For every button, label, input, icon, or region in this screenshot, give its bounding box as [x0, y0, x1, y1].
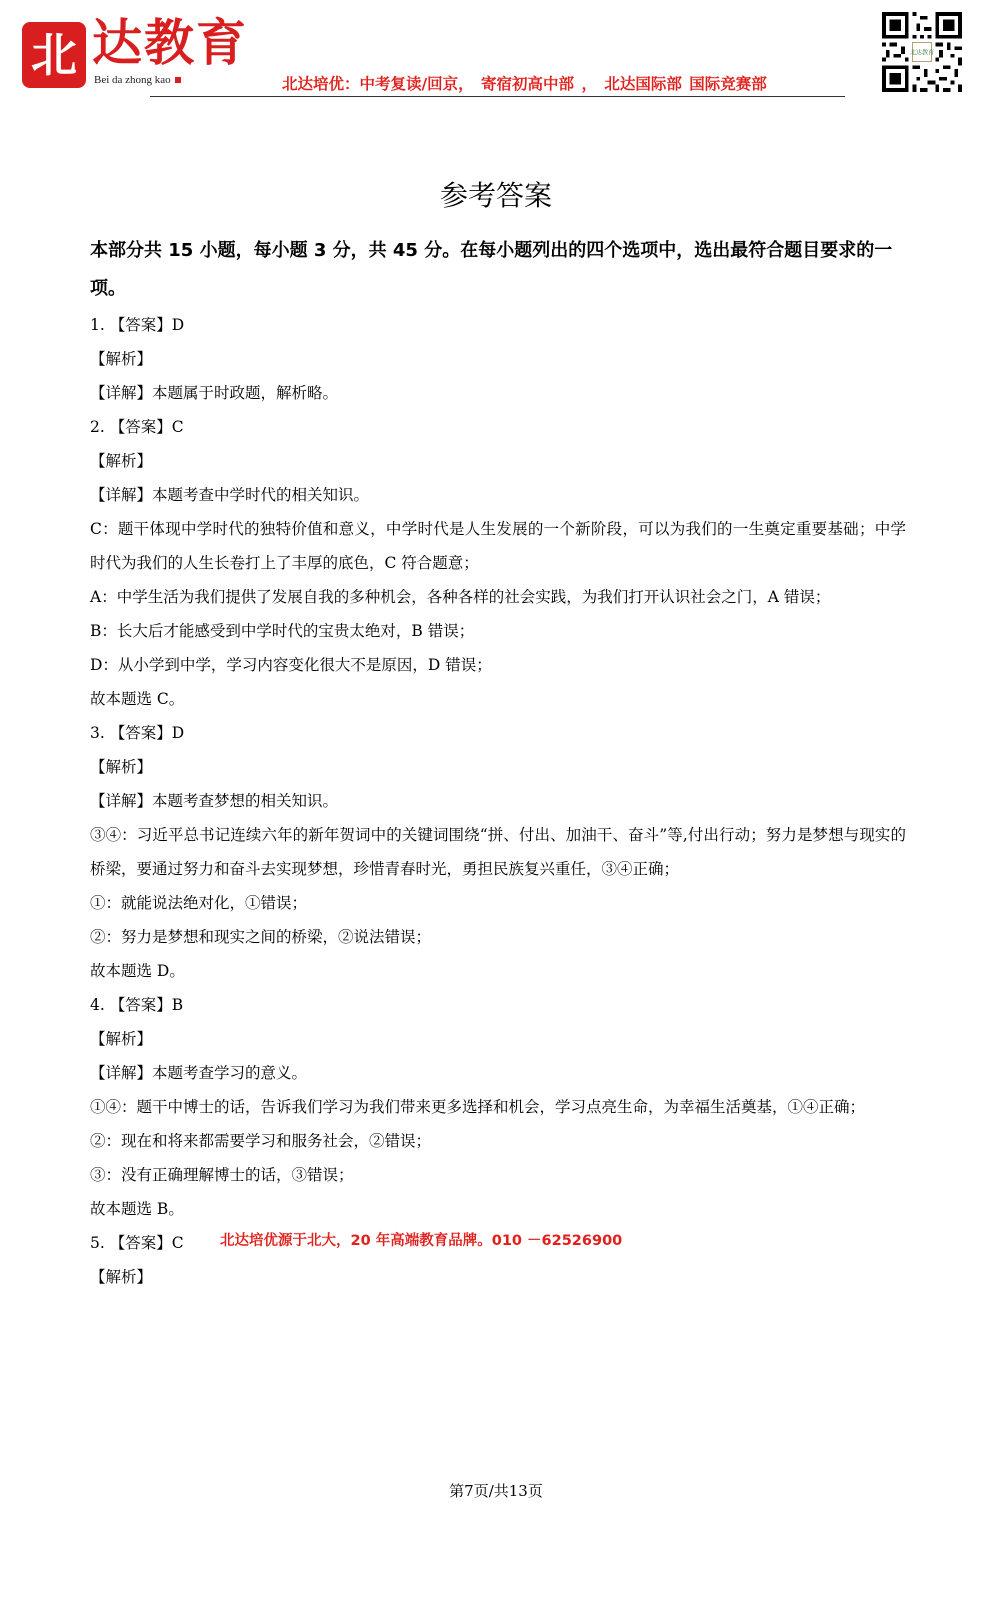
answer-line: ②：现在和将来都需要学习和服务社会，②错误；: [90, 1132, 432, 1150]
answer-line: 【解析】: [90, 1268, 153, 1286]
answer-content: [90, 308, 906, 1294]
section-intro: 本部分共 15 小题，每小题 3 分，共 45 分。在每小题列出的四个选项中，选出最符合题目要求的一项。: [90, 240, 893, 299]
answer-line: 4. 【答案】B: [90, 996, 184, 1014]
answer-line: ①：就能说法绝对化，①错误；: [90, 894, 308, 912]
logo-dot: [175, 77, 181, 83]
answer-line: A：中学生活为我们提供了发展自我的多种机会，各种各样的社会实践，为我们打开认识社会之门，A 错误；: [90, 588, 831, 606]
answer-line: 【解析】: [90, 452, 153, 470]
logo-subtitle: [94, 74, 181, 86]
logo-mark: [22, 22, 86, 88]
answer-line: ②：努力是梦想和现实之间的桥梁，②说法错误；: [90, 928, 432, 946]
answer-line: B：长大后才能感受到中学时代的宝贵太绝对，B 错误；: [90, 622, 475, 640]
header-slogan: 北达培优：中考复读/回京， 寄宿初高中部 ， 北达国际部 国际竞赛部: [282, 75, 767, 93]
answer-line: 【解析】: [90, 758, 153, 776]
answer-line: 故本题选 C。: [90, 690, 185, 708]
answer-line: ③④：习近平总书记连续六年的新年贺词中的关键词围绕“拼、付出、加油干、奋斗”等,付出行动；努力是梦想与现实的桥梁，要通过努力和奋斗去实现梦想，珍惜青春时光，勇担民族复兴重任，③④正确；: [90, 826, 906, 878]
answer-line: 5. 【答案】C: [90, 1234, 184, 1252]
logo-subtitle-text: Bei da zhong kao: [94, 74, 171, 86]
header-divider: [150, 96, 845, 97]
answer-line: 2. 【答案】C: [90, 418, 184, 436]
logo-wordmark: 达教育: [92, 13, 248, 72]
answer-line: C：题干体现中学时代的独特价值和意义，中学时代是人生发展的一个新阶段，可以为我们的一生奠定重要基础；中学时代为我们的人生长卷打上了丰厚的底色，C 符合题意；: [90, 520, 906, 572]
answer-line: D：从小学到中学，学习内容变化很大不是原因，D 错误；: [90, 656, 492, 674]
logo-char: 北: [31, 28, 77, 82]
answer-line: ①④：题干中博士的话，告诉我们学习为我们带来更多选择和机会，学习点亮生命，为幸福生活奠基，①④正确；: [90, 1098, 866, 1116]
answer-line: 【详解】本题考查梦想的相关知识。: [90, 792, 339, 810]
answer-line: 3. 【答案】D: [90, 724, 185, 742]
answer-line: ③：没有正确理解博士的话，③错误；: [90, 1166, 354, 1184]
answer-line: 【解析】: [90, 350, 153, 368]
page-title: 参考答案: [439, 179, 552, 212]
answer-line: 【详解】本题属于时政题，解析略。: [90, 384, 339, 402]
answer-line-with-promo: [90, 1226, 906, 1260]
answer-line: 【详解】本题考查中学时代的相关知识。: [90, 486, 370, 504]
answer-line: 故本题选 B。: [90, 1200, 184, 1218]
page-number: 第7页/共13页: [449, 1482, 543, 1500]
answer-line: 【解析】: [90, 1030, 153, 1048]
answer-line: 故本题选 D。: [90, 962, 185, 980]
promo-banner: 北达培优源于北大，20 年高端教育品牌。010 －62526900: [220, 1233, 623, 1249]
qr-code-icon: [882, 12, 962, 92]
answer-line: 1. 【答案】D: [90, 316, 185, 334]
answer-line: 【详解】本题考查学习的意义。: [90, 1064, 308, 1082]
qr-label: 北达教育: [909, 49, 935, 57]
page-header: [0, 0, 992, 100]
